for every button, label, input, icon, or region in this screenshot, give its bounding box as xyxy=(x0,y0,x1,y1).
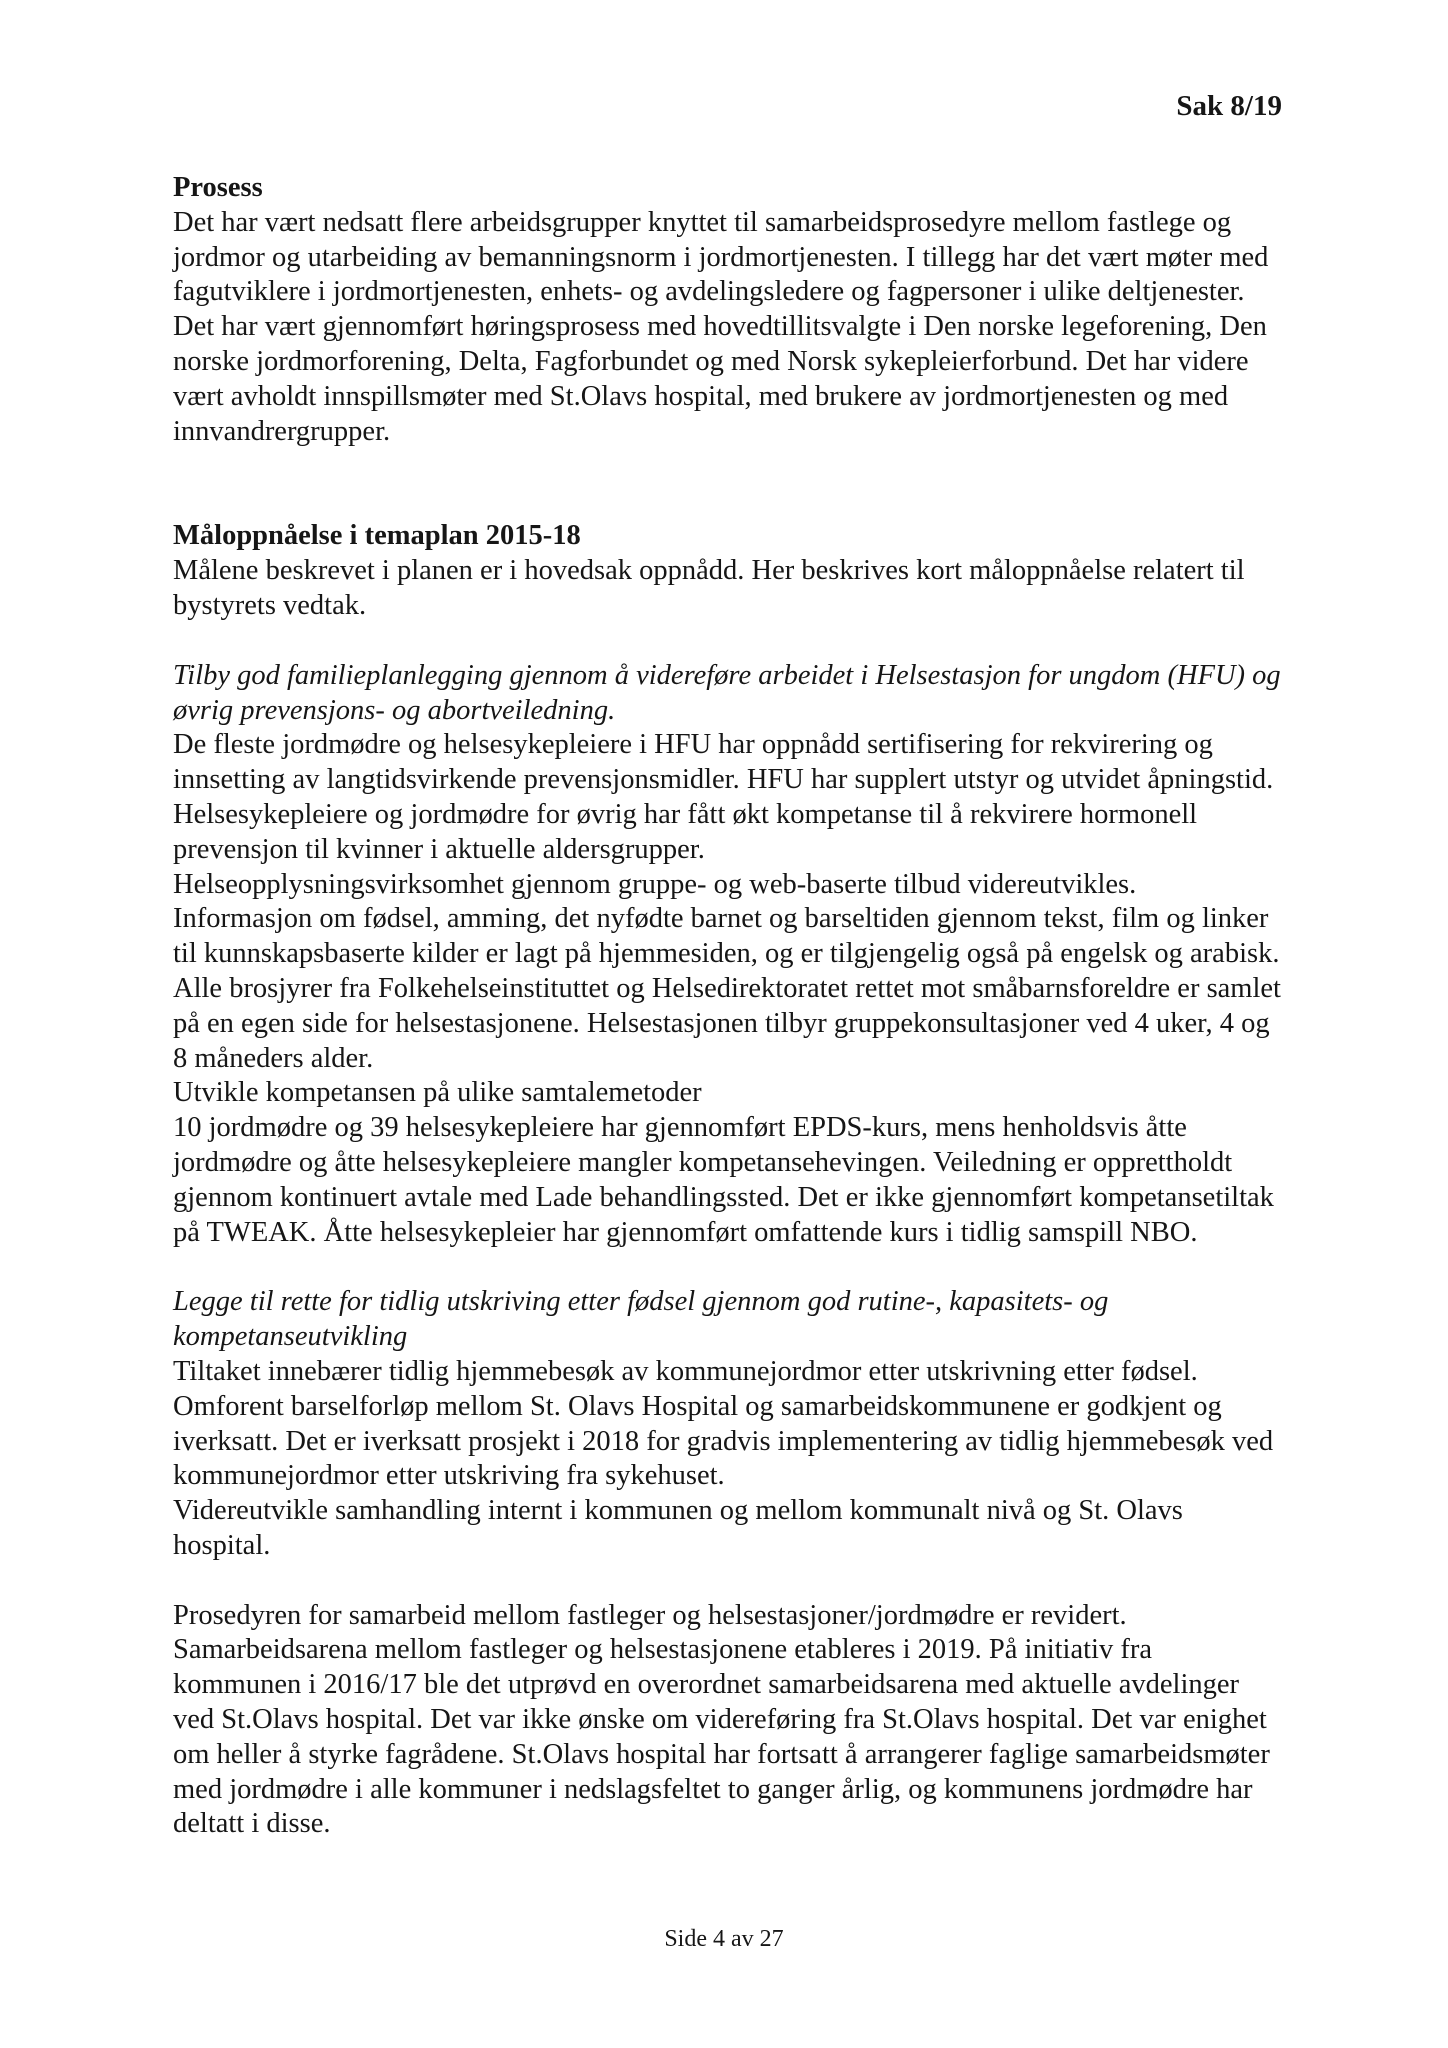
paragraph-spacer xyxy=(173,1250,1283,1285)
page-number-footer: Side 4 av 27 xyxy=(664,1926,784,1952)
family-planning-paragraph-5: 10 jordmødre og 39 helsesykepleiere har gjennomført EPDS-kurs, mens henholdsvis åtte jordmødre og åtte helsesykepleiere mangler kompetansehevingen. Veiledning er opprettholdt gjennom kontinuert avtale med Lade behandlingssted. Det er ikke gjennomført kompetansetiltak på TWEAK. Åtte helsesykepleier har gjennomført omfattende kurs i tidlig samspill NBO. xyxy=(173,1112,1274,1248)
section-heading-goals: Måloppnåelse i temaplan 2015-18 xyxy=(173,520,581,552)
section-spacer xyxy=(173,449,1283,519)
family-planning-paragraph-1: De fleste jordmødre og helsesykepleiere i HFU har oppnådd sertifisering for rekvirering og innsetting av langtidsvirkende prevensjonsmidler. HFU har supplert utstyr og utvidet åpningstid. Helsesykepleiere og jordmødre for øvrig har fått økt kompetanse til å rekvirere hormonell prevensjon til kvinner i aktuelle aldersgrupper. xyxy=(173,729,1274,865)
paragraph-spacer xyxy=(173,1564,1283,1599)
goals-intro-paragraph: Målene beskrevet i planen er i hovedsak oppnådd. Her beskrives kort måloppnåelse relatert til bystyrets vedtak. xyxy=(173,555,1245,621)
goal-family-planning: Tilby god familieplanlegging gjennom å videreføre arbeidet i Helsestasjon for ungdom (HFU) og øvrig prevensjons- og abortveiledning. xyxy=(173,659,1281,726)
cooperation-paragraph: Prosedyren for samarbeid mellom fastleger og helsestasjoner/jordmødre er revidert. Samarbeidsarena mellom fastleger og helsestasjonene etableres i 2019. På initiativ fra kommunen i 2016/17 ble det utprøvd en overordnet samarbeidsarena med aktuelle avdelinger ved St.Olavs hospital. Det var ikke ønske om videreføring fra St.Olavs hospital. Det var enighet om heller å styrke fagrådene. St.Olavs hospital har fortsatt å arrangerer faglige samarbeidsmøter med jordmødre i alle kommuner i nedslagsfeltet to ganger årlig, og kommunens jordmødre har deltatt i disse. xyxy=(173,1599,1270,1840)
document-body xyxy=(173,171,1283,1842)
family-planning-paragraph-3: Informasjon om fødsel, amming, det nyfødte barnet og barseltiden gjennom tekst, film og linker til kunnskapsbaserte kilder er lagt på hjemmesiden, og er tilgjengelig også på engelsk og arabisk. Alle brosjyrer fra Folkehelseinstituttet og Helsedirektoratet rettet mot småbarnsforeldre er samlet på en egen side for helsestasjonene. Helsestasjonen tilbyr gruppekonsultasjoner ved 4 uker, 4 og 8 måneders alder. xyxy=(173,903,1281,1074)
family-planning-paragraph-4: Utvikle kompetansen på ulike samtalemetoder xyxy=(173,1077,702,1109)
early-discharge-paragraph-1: Tiltaket innebærer tidlig hjemmebesøk av kommunejordmor etter utskrivning etter fødsel. Omforent barselforløp mellom St. Olavs Hospital og samarbeidskommunene er godkjent og iverksatt. Det er iverksatt prosjekt i 2018 for gradvis implementering av tidlig hjemmebesøk ved kommunejordmor etter utskriving fra sykehuset. xyxy=(173,1355,1274,1492)
goal-early-discharge: Legge til rette for tidlig utskriving etter fødsel gjennom god rutine-, kapasitets- og kompetanseutvikling xyxy=(173,1286,1109,1353)
early-discharge-paragraph-2: Videreutvikle samhandling internt i kommunen og mellom kommunalt nivå og St. Olavs hospital. xyxy=(173,1495,1183,1561)
process-paragraph: Det har vært nedsatt flere arbeidsgrupper knyttet til samarbeidsprosedyre mellom fastlege og jordmor og utarbeiding av bemanningsnorm i jordmortjenesten. I tillegg har det vært møter med fagutviklere i jordmortjenesten, enhets- og avdelingsledere og fagpersoner i ulike deltjenester. Det har vært gjennomført høringsprosess med hovedtillitsvalgte i Den norske legeforening, Den norske jordmorforening, Delta, Fagforbundet og med Norsk sykepleierforbund. Det har videre vært avholdt innspillsmøter med St.Olavs hospital, med brukere av jordmortjenesten og med innvandrergrupper. xyxy=(173,206,1269,447)
paragraph-spacer xyxy=(173,624,1283,659)
section-heading-process: Prosess xyxy=(173,172,263,203)
case-reference: Sak 8/19 xyxy=(1176,90,1282,122)
family-planning-paragraph-2: Helseopplysningsvirksomhet gjennom gruppe- og web-baserte tilbud videreutvikles. xyxy=(173,868,1137,900)
